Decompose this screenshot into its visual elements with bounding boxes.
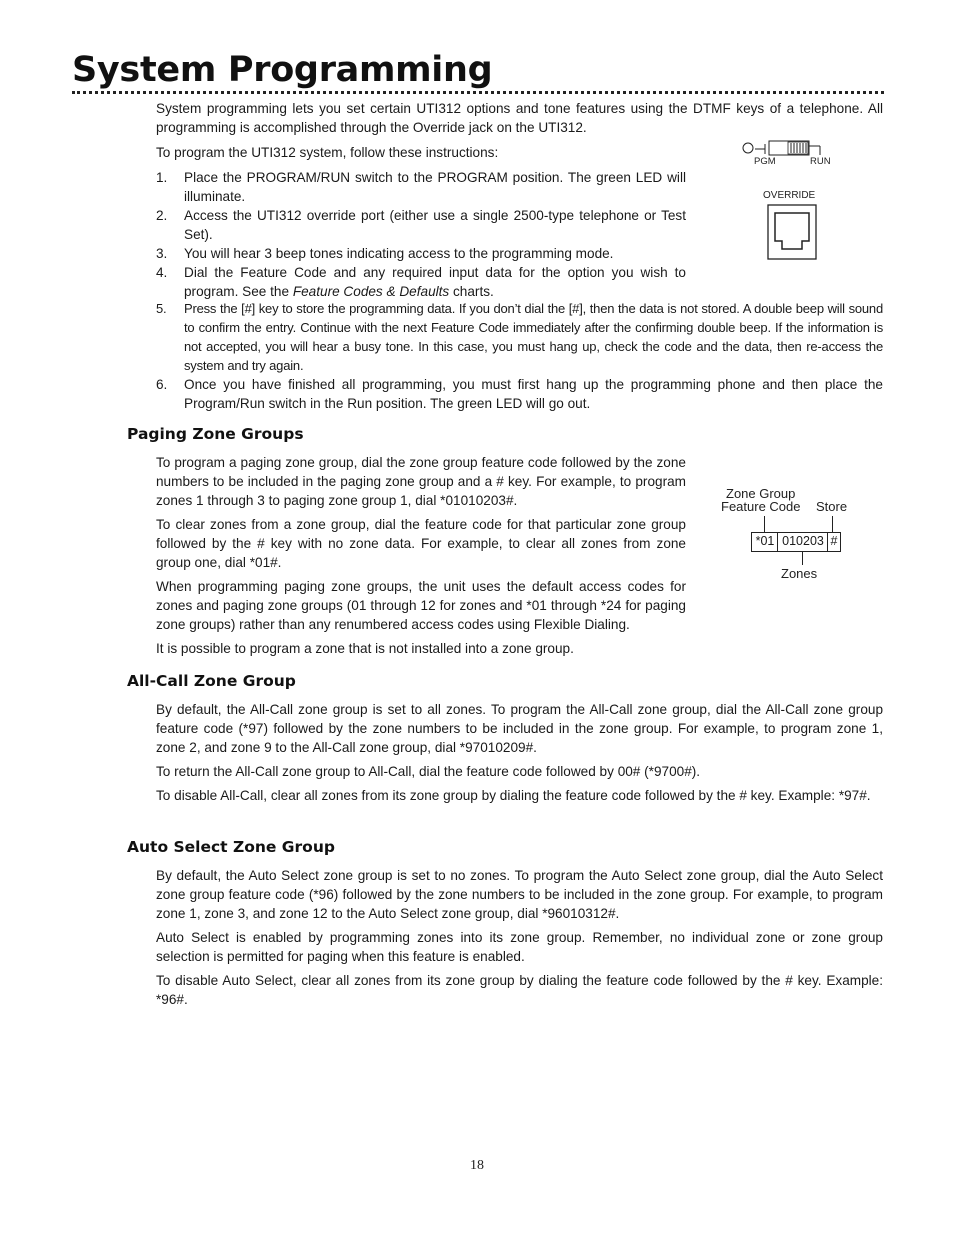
step-text: Place the PROGRAM/RUN switch to the PROGRAM position. The green LED will illuminate.	[184, 170, 686, 204]
page-number: 18	[470, 1158, 484, 1173]
step-4	[156, 263, 686, 301]
zone-group-label: Zone Group	[726, 486, 796, 501]
title-dotted-rule	[72, 91, 884, 94]
programming-steps-b	[156, 299, 883, 413]
all-call-paragraph-1: By default, the All-Call zone group is set to all zones. To program the All-Call zone group, dial the All-Call zone group feature code (*97) followed by the zone numbers to be included in the zone group. For example, to program zone 1, zone 2, and zone 9 to the All-Call zone group, dial *97010209#.	[156, 702, 883, 755]
step-number: 6.	[156, 377, 168, 392]
step-3	[156, 244, 686, 263]
store-part-box: #	[827, 532, 841, 552]
page-title: System Programming	[72, 50, 493, 90]
step-text: Once you have finished all programming, you must first hang up the programming phone and then place the Program/Run switch in the Run position. The green LED will go out.	[184, 377, 883, 411]
run-label: RUN	[810, 156, 831, 167]
intro-paragraph-2: To program the UTI312 system, follow these instructions:	[156, 145, 499, 160]
pointer-line	[802, 551, 803, 565]
feature-code-label: Feature Code	[721, 499, 801, 514]
step-6	[156, 375, 883, 413]
zones-label: Zones	[781, 566, 818, 581]
paging-paragraph-1: To program a paging zone group, dial the zone group feature code followed by the zone numbers to be included in the paging zone group and a # key. For example, to program zones 1 through 3 to paging zone group 1, dial *01010203#.	[156, 455, 686, 508]
step-text: Dial the Feature Code and any required input data for the option you wish to program. See the	[184, 265, 686, 299]
auto-select-paragraph-2: Auto Select is enabled by programming zones into its zone group. Remember, no individual zone or zone group selection is permitted for paging when this feature is enabled.	[156, 930, 883, 964]
step-number: 2.	[156, 208, 168, 223]
step-text: Press the [#] key to store the programming data. If you don’t dial the [#], then the data is not stored. A double beep will sound to confirm the entry. Continue with the next Feature Code immediately after the confirming double beep. If the information is not accepted, you will hear a busy tone. In this case, you must hang up, check the code and the data, then re-access the system and try again.	[184, 301, 883, 373]
paging-paragraph-4: It is possible to program a zone that is not installed into a zone group.	[156, 641, 574, 656]
auto-select-paragraph-3: To disable Auto Select, clear all zones from its zone group by dialing the feature code followed by the # key. Example: *96#.	[156, 973, 883, 1007]
zones-part-box: 010203	[777, 532, 829, 552]
paging-paragraph-3: When programming paging zone groups, the unit uses the default access codes for zones and paging zone groups (01 through 12 for zones and *01 through *24 for paging zone groups) rather than any renumbered access codes using Flexible Dialing.	[156, 579, 686, 632]
paging-paragraph-2: To clear zones from a zone group, dial the feature code for that particular zone group followed by the # key with no zone data. For example, to clear all zones from zone group one, dial *01#.	[156, 517, 686, 570]
step-number: 4.	[156, 265, 168, 280]
programming-steps-a	[156, 168, 686, 301]
section-heading-paging: Paging Zone Groups	[127, 425, 304, 443]
feature-code-diagram	[718, 486, 858, 586]
step-1	[156, 168, 686, 206]
step-text: Access the UTI312 override port (either use a single 2500-type telephone or Test Set).	[184, 208, 686, 242]
pointer-line	[832, 516, 833, 532]
step-text: charts.	[449, 284, 494, 299]
pgm-label: PGM	[754, 156, 776, 167]
pointer-line	[764, 516, 765, 532]
override-label: OVERRIDE	[763, 190, 816, 201]
step-number: 5.	[156, 301, 167, 316]
step-number: 3.	[156, 246, 168, 261]
step-5	[156, 299, 883, 375]
step-number: 1.	[156, 170, 168, 185]
intro-paragraph-1: System programming lets you set certain UTI312 options and tone features using the DTMF keys of a telephone. All programming is accomplished through the Override jack on the UTI312.	[156, 101, 883, 135]
step-text-emphasis: Feature Codes & Defaults	[292, 284, 450, 299]
step-text: You will hear 3 beep tones indicating access to the programming mode.	[184, 246, 614, 261]
store-label: Store	[816, 499, 848, 514]
section-heading-auto-select: Auto Select Zone Group	[127, 838, 335, 856]
auto-select-paragraph-1: By default, the Auto Select zone group is set to no zones. To program the Auto Select zone group, dial the Auto Select zone group feature code (*96) followed by the zone numbers to be included in the zone group. For example, to program zone 1, zone 3, and zone 12 to the Auto Select zone group, dial *96010312#.	[156, 868, 883, 921]
all-call-paragraph-2: To return the All-Call zone group to All-Call, dial the feature code followed by 00# (*9700#).	[156, 764, 701, 779]
override-jack-figure	[738, 138, 838, 263]
section-heading-all-call: All-Call Zone Group	[127, 672, 296, 690]
code-part-box: *01	[751, 532, 779, 552]
step-2	[156, 206, 686, 244]
all-call-paragraph-3: To disable All-Call, clear all zones from its zone group by dialing the feature code followed by the # key. Example: *97#.	[156, 788, 871, 803]
